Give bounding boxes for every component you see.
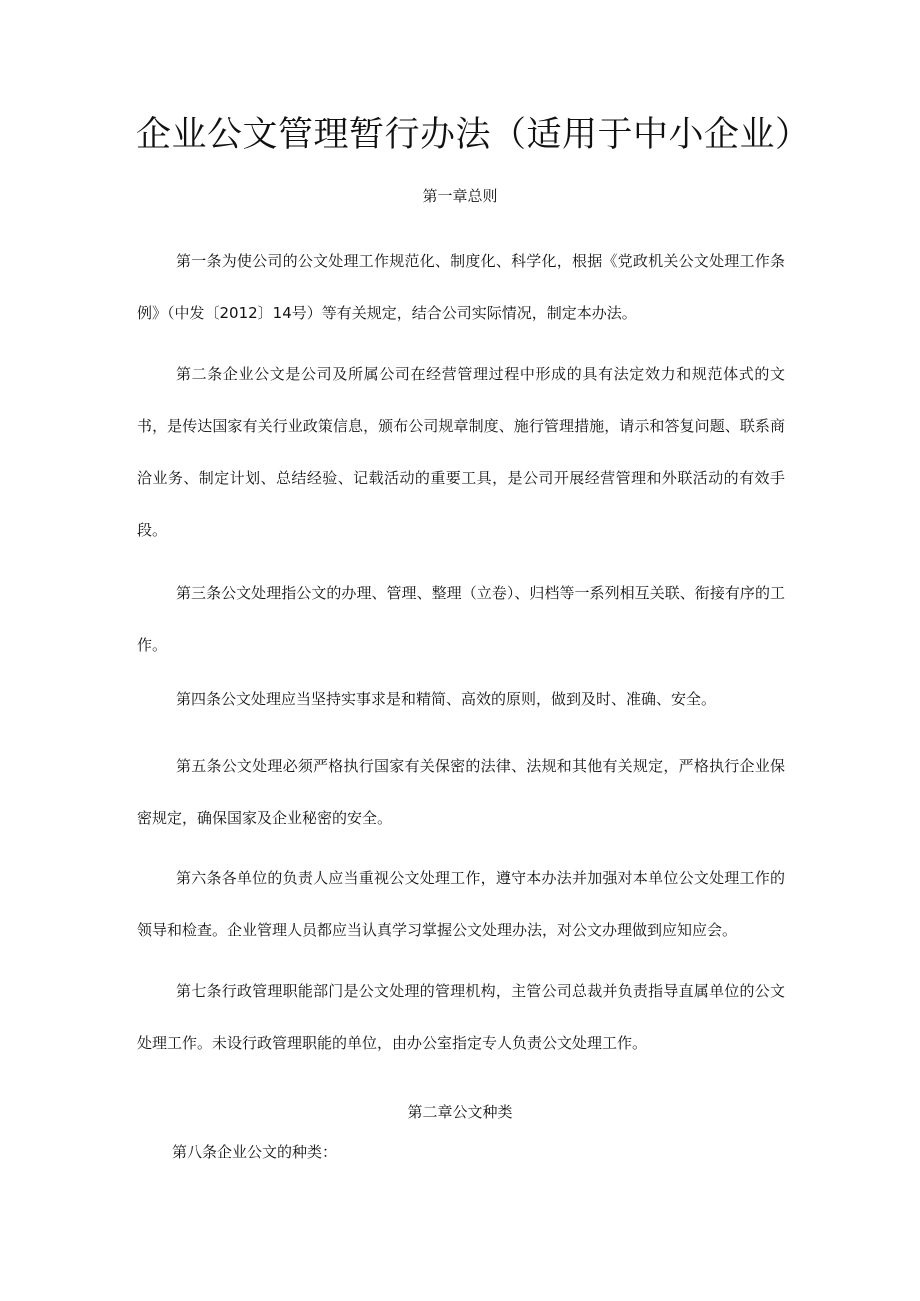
article-4: 第四条公文处理应当坚持实事求是和精简、高效的原则，做到及时、准确、安全。 xyxy=(176,690,717,708)
article-3: 第三条公文处理指公文的办理、管理、整理（立卷）、归档等一系列相互关联、衔接有序的工作。 xyxy=(137,584,785,654)
article-1: 第一条为使公司的公文处理工作规范化、制度化、科学化，根据《党政机关公文处理工作条例》（中发〔2012〕14号）等有关规定，结合公司实际情况，制定本办法。 xyxy=(137,252,785,322)
chapter-heading-1: 第一章总则 xyxy=(422,187,498,205)
article-2: 第二条企业公文是公司及所属公司在经营管理过程中形成的具有法定效力和规范体式的文书，是传达国家有关行业政策信息，颁布公司规章制度、施行管理措施，请示和答复问题、联系商洽业务、制定计划、总结经验、记载活动的重要工具，是公司开展经营管理和外联活动的有效手段。 xyxy=(137,365,785,539)
chapter-heading-2: 第二章公文种类 xyxy=(407,1103,513,1121)
article-6: 第六条各单位的负责人应当重视公文处理工作，遵守本办法并加强对本单位公文处理工作的领导和检查。企业管理人员都应当认真学习掌握公文处理办法，对公文办理做到应知应会。 xyxy=(137,869,785,939)
document-title: 企业公文管理暂行办法（适用于中小企业） xyxy=(136,115,811,155)
article-5: 第五条公文处理必须严格执行国家有关保密的法律、法规和其他有关规定，严格执行企业保密规定，确保国家及企业秘密的安全。 xyxy=(137,757,785,827)
article-7: 第七条行政管理职能部门是公文处理的管理机构，主管公司总裁并负责指导直属单位的公文处理工作。未设行政管理职能的单位，由办公室指定专人负责公文处理工作。 xyxy=(137,982,785,1052)
article-8: 第八条企业公文的种类： xyxy=(172,1143,338,1161)
